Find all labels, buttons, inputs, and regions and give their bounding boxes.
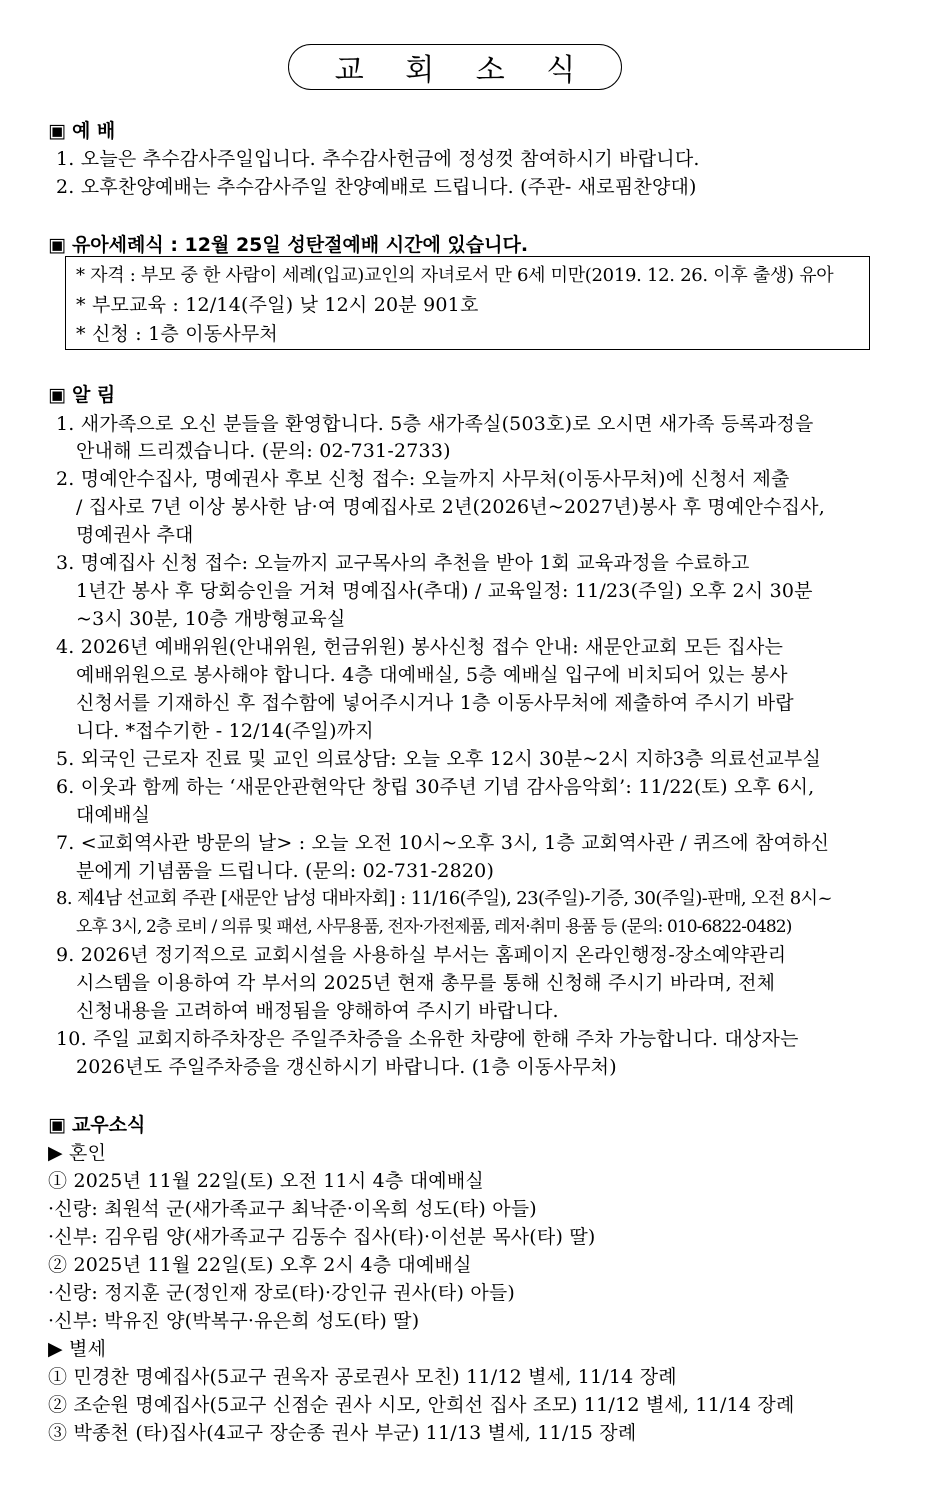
notice-line: 예배위원으로 봉사해야 합니다. 4층 대예배실, 5층 예배실 입구에 비치되어 있는 봉사: [76, 664, 788, 686]
square-bullet-icon: ▣: [48, 1114, 66, 1136]
members-line: ·신랑: 정지훈 군(정인재 장로(타)·강인규 권사(타) 아들): [48, 1282, 516, 1304]
baptism-item: * 신청 : 1층 이동사무처: [76, 323, 278, 345]
members-heading: ▣ 교우소식: [48, 1114, 146, 1136]
notice-line: 9. 2026년 정기적으로 교회시설을 사용하실 부서는 홈페이지 온라인행정-장소예약관리: [56, 944, 787, 966]
notice-line: 신청내용을 고려하여 배정됨을 양해하여 주시기 바랍니다.: [76, 1000, 559, 1022]
notice-line: 2. 명예안수집사, 명예권사 후보 신청 접수: 오늘까지 사무처(이동사무처)에 신청서 제출: [56, 468, 790, 490]
notice-line: 명예권사 추대: [76, 524, 194, 546]
square-bullet-icon: ▣: [48, 384, 66, 406]
members-line: ② 조순원 명예집사(5교구 신점순 권사 시모, 안희선 집사 조모) 11/12 별세, 11/14 장례: [48, 1394, 795, 1416]
notice-line: 5. 외국인 근로자 진료 및 교인 의료상담: 오늘 오후 12시 30분~2시 지하3층 의료선교부실: [56, 748, 822, 770]
members-line: ·신부: 박유진 양(박복구·유은희 성도(타) 딸): [48, 1310, 420, 1332]
baptism-item: * 부모교육 : 12/14(주일) 낮 12시 20분 901호: [76, 294, 479, 316]
notice-line: 7. <교회역사관 방문의 날> : 오늘 오전 10시~오후 3시, 1층 교회역사관 / 퀴즈에 참여하신: [56, 832, 830, 854]
members-line: ·신부: 김우림 양(새가족교구 김동수 집사(타)·이선분 목사(타) 딸): [48, 1226, 596, 1248]
notice-line: 1년간 봉사 후 당회승인을 거쳐 명예집사(추대) / 교육일정: 11/23(주일) 오후 2시 30분: [76, 580, 813, 602]
title-box: [288, 44, 622, 90]
members-line: ① 2025년 11월 22일(토) 오전 11시 4층 대예배실: [48, 1170, 484, 1192]
members-line: ▶ 혼인: [48, 1142, 107, 1164]
square-bullet-icon: ▣: [48, 120, 66, 142]
notice-line: 3. 명예집사 신청 접수: 오늘까지 교구목사의 추천을 받아 1회 교육과정을 수료하고: [56, 552, 750, 574]
notice-line: 2026년도 주일주차증을 갱신하시기 바랍니다. (1층 이동사무처): [76, 1056, 617, 1078]
notice-line: 시스템을 이용하여 각 부서의 2025년 현재 총무를 통해 신청해 주시기 바라며, 전체: [76, 972, 776, 994]
notice-line: 신청서를 기재하신 후 접수함에 넣어주시거나 1층 이동사무처에 제출하여 주시기 바랍: [76, 692, 794, 714]
notices-heading: ▣ 알 림: [48, 384, 116, 406]
members-line: ▶ 별세: [48, 1338, 107, 1360]
notice-line: 니다. *접수기한 - 12/14(주일)까지: [76, 720, 374, 742]
baptism-heading: ▣ 유아세례식 : 12월 25일 성탄절예배 시간에 있습니다.: [48, 234, 529, 256]
page-title: 교 회 소 식: [334, 53, 592, 88]
members-line: ·신랑: 최원석 군(새가족교구 최낙준·이옥희 성도(타) 아들): [48, 1198, 537, 1220]
notice-line: 분에게 기념품을 드립니다. (문의: 02-731-2820): [76, 860, 495, 882]
notice-line: 10. 주일 교회지하주차장은 주일주차증을 소유한 차량에 한해 주차 가능합니다. 대상자는: [56, 1028, 799, 1050]
notice-line: 4. 2026년 예배위원(안내위원, 헌금위원) 봉사신청 접수 안내: 새문안교회 모든 집사는: [56, 636, 784, 658]
notice-line: 오후 3시, 2층 로비 / 의류 및 패션, 사무용품, 전자·가전제품, 레저·취미 용품 등 (문의: 010-6822-0482): [76, 917, 792, 937]
notice-line: ~3시 30분, 10층 개방형교육실: [76, 608, 346, 630]
worship-item: 2. 오후찬양예배는 추수감사주일 찬양예배로 드립니다. (주관- 새로핌찬양대): [56, 176, 697, 198]
notice-line: 대예배실: [76, 804, 151, 826]
baptism-item: * 자격 : 부모 중 한 사람이 세례(입교)교인의 자녀로서 만 6세 미만(2019. 12. 26. 이후 출생) 유아: [76, 265, 834, 286]
notice-line: 6. 이웃과 함께 하는 ‘새문안관현악단 창립 30주년 기념 감사음악회’: 11/22(토) 오후 6시,: [56, 776, 815, 798]
notice-line: 8. 제4남 선교회 주관 [새문안 남성 대바자회] : 11/16(주일), 23(주일)-기증, 30(주일)-판매, 오전 8시~: [56, 888, 832, 909]
notice-line: 안내해 드리겠습니다. (문의: 02-731-2733): [76, 440, 451, 462]
members-line: ② 2025년 11월 22일(토) 오후 2시 4층 대예배실: [48, 1254, 472, 1276]
square-bullet-icon: ▣: [48, 234, 66, 256]
worship-heading: ▣ 예 배: [48, 120, 116, 142]
worship-item: 1. 오늘은 추수감사주일입니다. 추수감사헌금에 정성껏 참여하시기 바랍니다.: [56, 148, 700, 170]
notice-line: 1. 새가족으로 오신 분들을 환영합니다. 5층 새가족실(503호)로 오시면 새가족 등록과정을: [56, 413, 814, 435]
members-line: ① 민경찬 명예집사(5교구 권옥자 공로권사 모친) 11/12 별세, 11/14 장례: [48, 1366, 677, 1388]
members-line: ③ 박종천 (타)집사(4교구 장순종 권사 부군) 11/13 별세, 11/15 장례: [48, 1422, 637, 1444]
notice-line: / 집사로 7년 이상 봉사한 남·여 명예집사로 2년(2026년~2027년)봉사 후 명예안수집사,: [76, 496, 825, 518]
